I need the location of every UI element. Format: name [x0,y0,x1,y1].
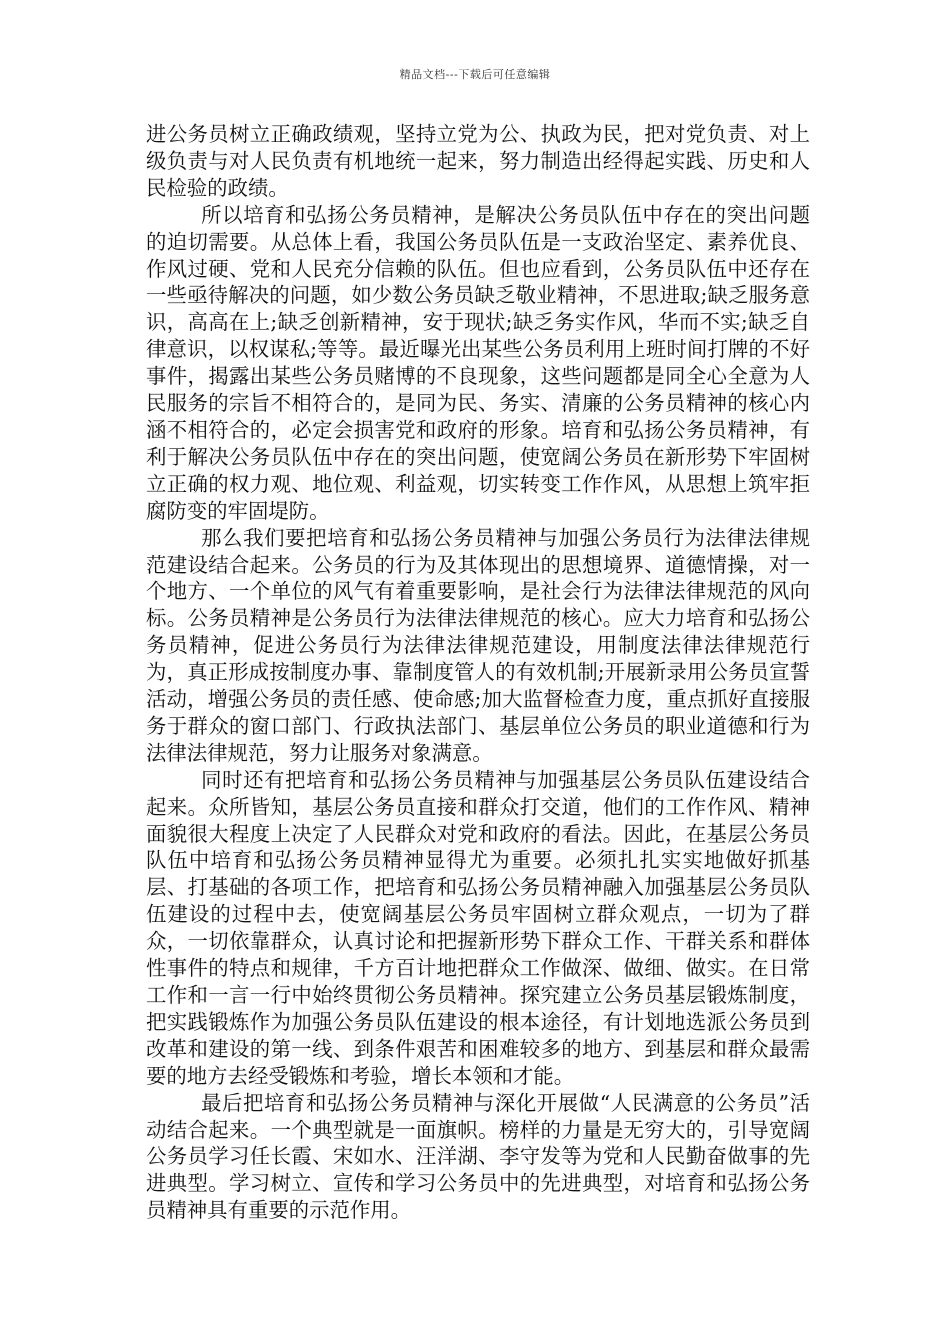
paragraph: 同时还有把培育和弘扬公务员精神与加强基层公务员队伍建设结合起来。众所皆知，基层公务员直接和群众打交道，他们的工作作风、精神面貌很大程度上决定了人民群众对党和政府的看法。因此，在基层公务员队伍中培育和弘扬公务员精神显得尤为重要。必须扎扎实实地做好抓基层、打基础的各项工作，把培育和弘扬公务员精神融入加强基层公务员队伍建设的过程中去，使宽阔基层公务员牢固树立群众观点，一切为了群众，一切依靠群众，认真讨论和把握新形势下群众工作、干群关系和群体性事件的特点和规律，千方百计地把群众工作做深、做细、做实。在日常工作和一言一行中始终贯彻公务员精神。探究建立公务员基层锻炼制度，把实践锻炼作为加强公务员队伍建设的根本途径，有计划地选派公务员到改革和建设的第一线、到条件艰苦和困难较多的地方、到基层和群众最需要的地方去经受锻炼和考验，增长本领和才能。 [146,767,810,1088]
paragraph: 所以培育和弘扬公务员精神，是解决公务员队伍中存在的突出问题的迫切需要。从总体上看，我国公务员队伍是一支政治坚定、素养优良、作风过硬、党和人民充分信赖的队伍。但也应看到，公务员队伍中还存在一些亟待解决的问题，如少数公务员缺乏敬业精神，不思进取;缺乏服务意识，高高在上;缺乏创新精神，安于现状;缺乏务实作风，华而不实;缺乏自律意识，以权谋私;等等。最近曝光出某些公务员利用上班时间打牌的不好事件，揭露出某些公务员赌博的不良现象，这些问题都是同全心全意为人民服务的宗旨不相符合的，是同为民、务实、清廉的公务员精神的核心内涵不相符合的，必定会损害党和政府的形象。培育和弘扬公务员精神，有利于解决公务员队伍中存在的突出问题，使宽阔公务员在新形势下牢固树立正确的权力观、地位观、利益观，切实转变工作作风，从思想上筑牢拒腐防变的牢固堤防。 [146,202,810,523]
page-header: 精品文档---下载后可任意编辑 [399,68,551,81]
paragraph-continuation: 进公务员树立正确政绩观，坚持立党为公、执政为民，把对党负责、对上级负责与对人民负责有机地统一起来，努力制造出经得起实践、历史和人民检验的政绩。 [146,122,810,200]
paragraph: 最后把培育和弘扬公务员精神与深化开展做“人民满意的公务员”活动结合起来。一个典型就是一面旗帜。榜样的力量是无穷大的，引导宽阔公务员学习任长霞、宋如水、汪洋湖、李守发等为党和人民勤奋做事的先进典型。学习树立、宣传和学习公务员中的先进典型，对培育和弘扬公务员精神具有重要的示范作用。 [146,1090,810,1223]
paragraph: 那么我们要把培育和弘扬公务员精神与加强公务员行为法律法律规范建设结合起来。公务员的行为及其体现出的思想境界、道德情操，对一个地方、一个单位的风气有着重要影响，是社会行为法律法律规范的风向标。公务员精神是公务员行为法律法律规范的核心。应大力培育和弘扬公务员精神，促进公务员行为法律法律规范建设，用制度法律法律规范行为，真正形成按制度办事、靠制度管人的有效机制;开展新录用公务员宣誓活动，增强公务员的责任感、使命感;加大监督检查力度，重点抓好直接服务于群众的窗口部门、行政执法部门、基层单位公务员的职业道德和行为法律法律规范，努力让服务对象满意。 [146,525,810,765]
document-body [146,121,810,1224]
